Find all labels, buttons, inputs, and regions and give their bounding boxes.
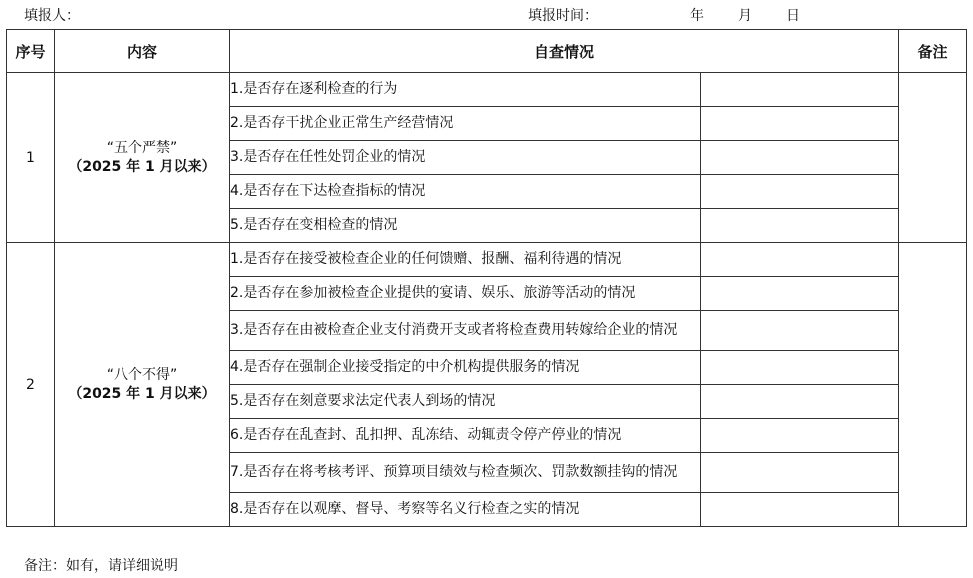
answer-cell[interactable] [701,209,899,243]
header-remark: 备注 [899,30,967,73]
answer-cell[interactable] [701,141,899,175]
month-label: 月 [738,8,752,24]
group-content [55,73,230,243]
answer-cell[interactable] [701,311,899,351]
group-seq: 1 [7,73,55,243]
check-item: 3.是否存在由被检查企业支付消费开支或者将检查费用转嫁给企业的情况 [230,311,701,351]
check-item: 2.是否存干扰企业正常生产经营情况 [230,107,701,141]
check-item: 2.是否存在参加被检查企业提供的宴请、娱乐、旅游等活动的情况 [230,277,701,311]
check-item: 3.是否存在任性处罚企业的情况 [230,141,701,175]
answer-cell[interactable] [701,385,899,419]
check-item: 5.是否存在变相检查的情况 [230,209,701,243]
check-item: 4.是否存在下达检查指标的情况 [230,175,701,209]
answer-cell[interactable] [701,351,899,385]
group-content [55,243,230,527]
footnote: 备注：如有，请详细说明 [24,558,178,574]
check-item: 5.是否存在刻意要求法定代表人到场的情况 [230,385,701,419]
reporter-label: 填报人： [24,8,80,24]
group-title: “八个不得” [106,366,178,383]
year-label: 年 [690,8,704,24]
check-item: 4.是否存在强制企业接受指定的中介机构提供服务的情况 [230,351,701,385]
fill-time-label: 填报时间： [528,8,598,24]
answer-cell[interactable] [701,493,899,527]
answer-cell[interactable] [701,107,899,141]
check-item: 1.是否存在接受被检查企业的任何馈赠、报酬、福利待遇的情况 [230,243,701,277]
check-item: 6.是否存在乱查封、乱扣押、乱冻结、动辄责令停产停业的情况 [230,419,701,453]
check-item: 7.是否存在将考核考评、预算项目绩效与检查频次、罚款数额挂钩的情况 [230,453,701,493]
answer-cell[interactable] [701,453,899,493]
answer-cell[interactable] [701,277,899,311]
header-content: 内容 [55,30,230,73]
form-header [0,0,973,28]
day-label: 日 [786,8,800,24]
check-item: 8.是否存在以观摩、督导、考察等名义行检查之实的情况 [230,493,701,527]
group-since: （2025 年 1 月以来） [68,158,216,175]
header-seq: 序号 [7,30,55,73]
header-self-check: 自查情况 [230,30,899,73]
answer-cell[interactable] [701,73,899,107]
answer-cell[interactable] [701,419,899,453]
self-check-table [6,29,967,527]
group-since: （2025 年 1 月以来） [68,385,216,402]
check-item: 1.是否存在逐利检查的行为 [230,73,701,107]
answer-cell[interactable] [701,175,899,209]
group-seq: 2 [7,243,55,527]
remark-cell[interactable] [899,243,967,527]
remark-cell[interactable] [899,73,967,243]
group-title: “五个严禁” [106,139,178,156]
answer-cell[interactable] [701,243,899,277]
